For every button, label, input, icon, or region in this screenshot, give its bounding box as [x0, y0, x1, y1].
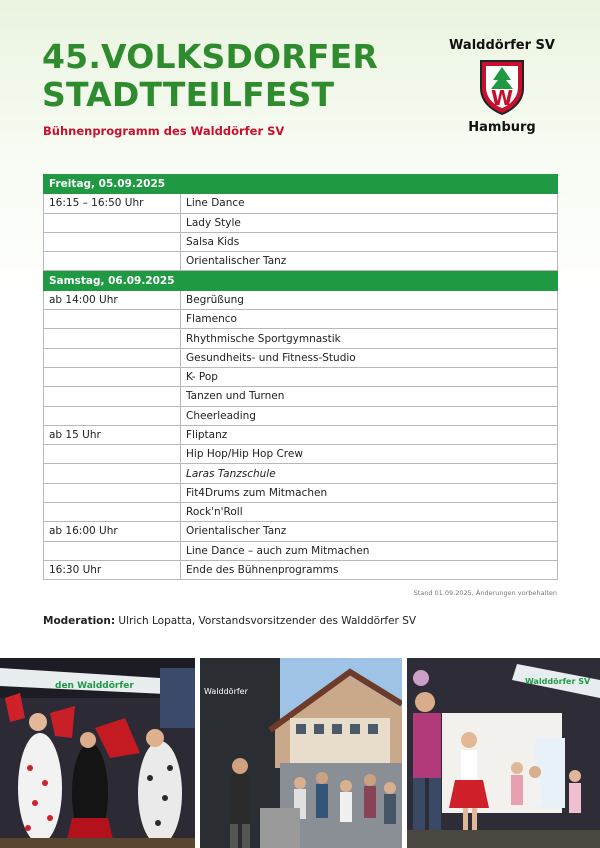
time-cell	[44, 252, 181, 271]
club-name: Walddörfer SV	[449, 38, 555, 53]
table-row	[44, 348, 558, 367]
table-row	[44, 560, 558, 579]
photo-children-stage	[407, 658, 600, 848]
program-cell: Flamenco	[181, 310, 558, 329]
time-cell	[44, 387, 181, 406]
day-header-label: Samstag, 06.09.2025	[44, 271, 181, 290]
day-header-spacer	[181, 175, 558, 194]
program-cell: Line Dance – auch zum Mitmachen	[181, 541, 558, 560]
title-line-2: STADTTEILFEST	[42, 75, 335, 114]
table-row	[44, 329, 558, 348]
club-crest-icon	[478, 58, 526, 116]
time-cell: ab 14:00 Uhr	[44, 290, 181, 309]
table-row	[44, 252, 558, 271]
schedule-table	[43, 174, 558, 580]
photo1-banner: den Walddörfer	[55, 681, 134, 691]
photo-street-crowd	[200, 658, 402, 848]
photo3-banner: Walddörfer SV	[525, 677, 591, 686]
table-row	[44, 522, 558, 541]
day-header-spacer	[181, 271, 558, 290]
day-header-row	[44, 271, 558, 290]
day-header-label: Freitag, 05.09.2025	[44, 175, 181, 194]
photo2-banner: Walddörfer	[204, 687, 248, 696]
table-row	[44, 464, 558, 483]
program-cell: K- Pop	[181, 367, 558, 386]
club-logo	[440, 38, 564, 135]
table-row	[44, 445, 558, 464]
program-cell: Salsa Kids	[181, 232, 558, 251]
page-subtitle: Bühnenprogramm des Walddörfer SV	[43, 124, 285, 138]
program-cell: Orientalischer Tanz	[181, 522, 558, 541]
table-row	[44, 367, 558, 386]
time-cell	[44, 541, 181, 560]
program-cell: Hip Hop/Hip Hop Crew	[181, 445, 558, 464]
program-cell: Orientalischer Tanz	[181, 252, 558, 271]
program-cell: Begrüßung	[181, 290, 558, 309]
table-row	[44, 290, 558, 309]
time-cell	[44, 329, 181, 348]
time-cell	[44, 406, 181, 425]
program-cell: Rhythmische Sportgymnastik	[181, 329, 558, 348]
moderation-label: Moderation:	[43, 615, 116, 627]
program-cell: Rock'n'Roll	[181, 503, 558, 522]
table-row	[44, 232, 558, 251]
program-cell: Fit4Drums zum Mitmachen	[181, 483, 558, 502]
status-note: Stand 01.09.2025, Änderungen vorbehalten	[413, 589, 557, 597]
program-cell: Line Dance	[181, 194, 558, 213]
table-row	[44, 387, 558, 406]
time-cell	[44, 348, 181, 367]
photo-flamenco-stage	[0, 658, 195, 848]
time-cell	[44, 232, 181, 251]
program-cell: Tanzen und Turnen	[181, 387, 558, 406]
title-line-1: 45.VOLKSDORFER	[42, 37, 378, 76]
time-cell	[44, 367, 181, 386]
page-title	[42, 38, 378, 114]
time-cell	[44, 213, 181, 232]
time-cell: 16:15 – 16:50 Uhr	[44, 194, 181, 213]
program-cell: Gesundheits- und Fitness-Studio	[181, 348, 558, 367]
table-row	[44, 310, 558, 329]
table-row	[44, 483, 558, 502]
club-city: Hamburg	[468, 120, 536, 135]
table-row	[44, 406, 558, 425]
time-cell	[44, 445, 181, 464]
time-cell	[44, 483, 181, 502]
day-header-row	[44, 175, 558, 194]
program-cell: Fliptanz	[181, 425, 558, 444]
time-cell	[44, 503, 181, 522]
program-cell: Cheerleading	[181, 406, 558, 425]
crest-letter: W	[490, 86, 514, 110]
moderation-line	[43, 615, 416, 627]
table-row	[44, 541, 558, 560]
table-row	[44, 213, 558, 232]
time-cell: 16:30 Uhr	[44, 560, 181, 579]
time-cell: ab 15 Uhr	[44, 425, 181, 444]
program-cell: Laras Tanzschule	[181, 464, 558, 483]
table-row	[44, 503, 558, 522]
time-cell: ab 16:00 Uhr	[44, 522, 181, 541]
program-cell: Ende des Bühnenprogramms	[181, 560, 558, 579]
table-row	[44, 425, 558, 444]
moderation-text: Ulrich Lopatta, Vorstandsvorsitzender des Walddörfer SV	[115, 615, 417, 627]
time-cell	[44, 310, 181, 329]
table-row	[44, 194, 558, 213]
program-cell: Lady Style	[181, 213, 558, 232]
time-cell	[44, 464, 181, 483]
